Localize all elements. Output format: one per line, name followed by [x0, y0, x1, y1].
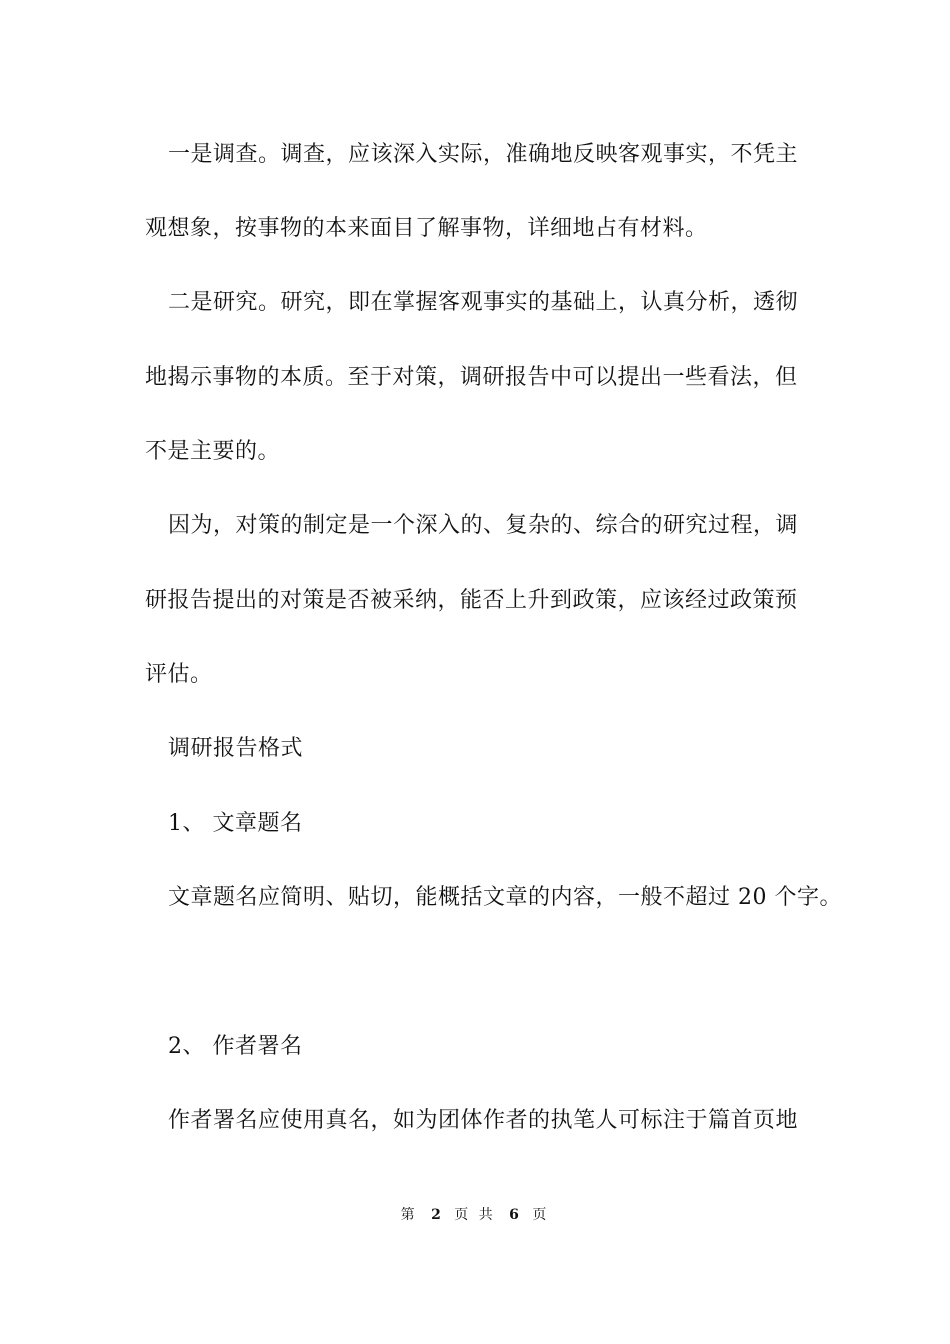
footer-total-pages: 6: [509, 1207, 519, 1223]
paragraph-line: 观想象，按事物的本来面目了解事物，详细地占有材料。: [145, 216, 708, 241]
paragraph-line: 二是研究。研究，即在掌握客观事实的基础上，认真分析，透彻: [168, 290, 799, 315]
paragraph-line: 作者署名应使用真名，如为团体作者的执笔人可标注于篇首页地: [168, 1108, 799, 1133]
paragraph-line: 不是主要的。: [145, 439, 281, 464]
section-heading: 调研报告格式: [168, 736, 304, 761]
footer-middle: 页 共: [454, 1207, 496, 1223]
footer-current-page: 2: [431, 1207, 441, 1223]
subsection-heading: 2、 作者署名: [168, 1034, 303, 1059]
footer-prefix: 第: [400, 1207, 418, 1223]
paragraph-line: 研报告提出的对策是否被采纳，能否上升到政策，应该经过政策预: [145, 588, 798, 613]
paragraph-line: 一是调查。调查，应该深入实际，准确地反映客观事实，不凭主: [168, 142, 799, 167]
footer-suffix: 页: [532, 1207, 550, 1223]
subsection-heading: 1、 文章题名: [168, 811, 303, 836]
paragraph-line: 文章题名应简明、贴切，能概括文章的内容，一般不超过 20 个字。: [168, 885, 842, 910]
paragraph-line: 评估。: [145, 662, 213, 687]
page-footer: [0, 1205, 950, 1225]
paragraph-line: 地揭示事物的本质。至于对策，调研报告中可以提出一些看法，但: [145, 365, 798, 390]
paragraph-line: 因为，对策的制定是一个深入的、复杂的、综合的研究过程，调: [168, 513, 799, 538]
